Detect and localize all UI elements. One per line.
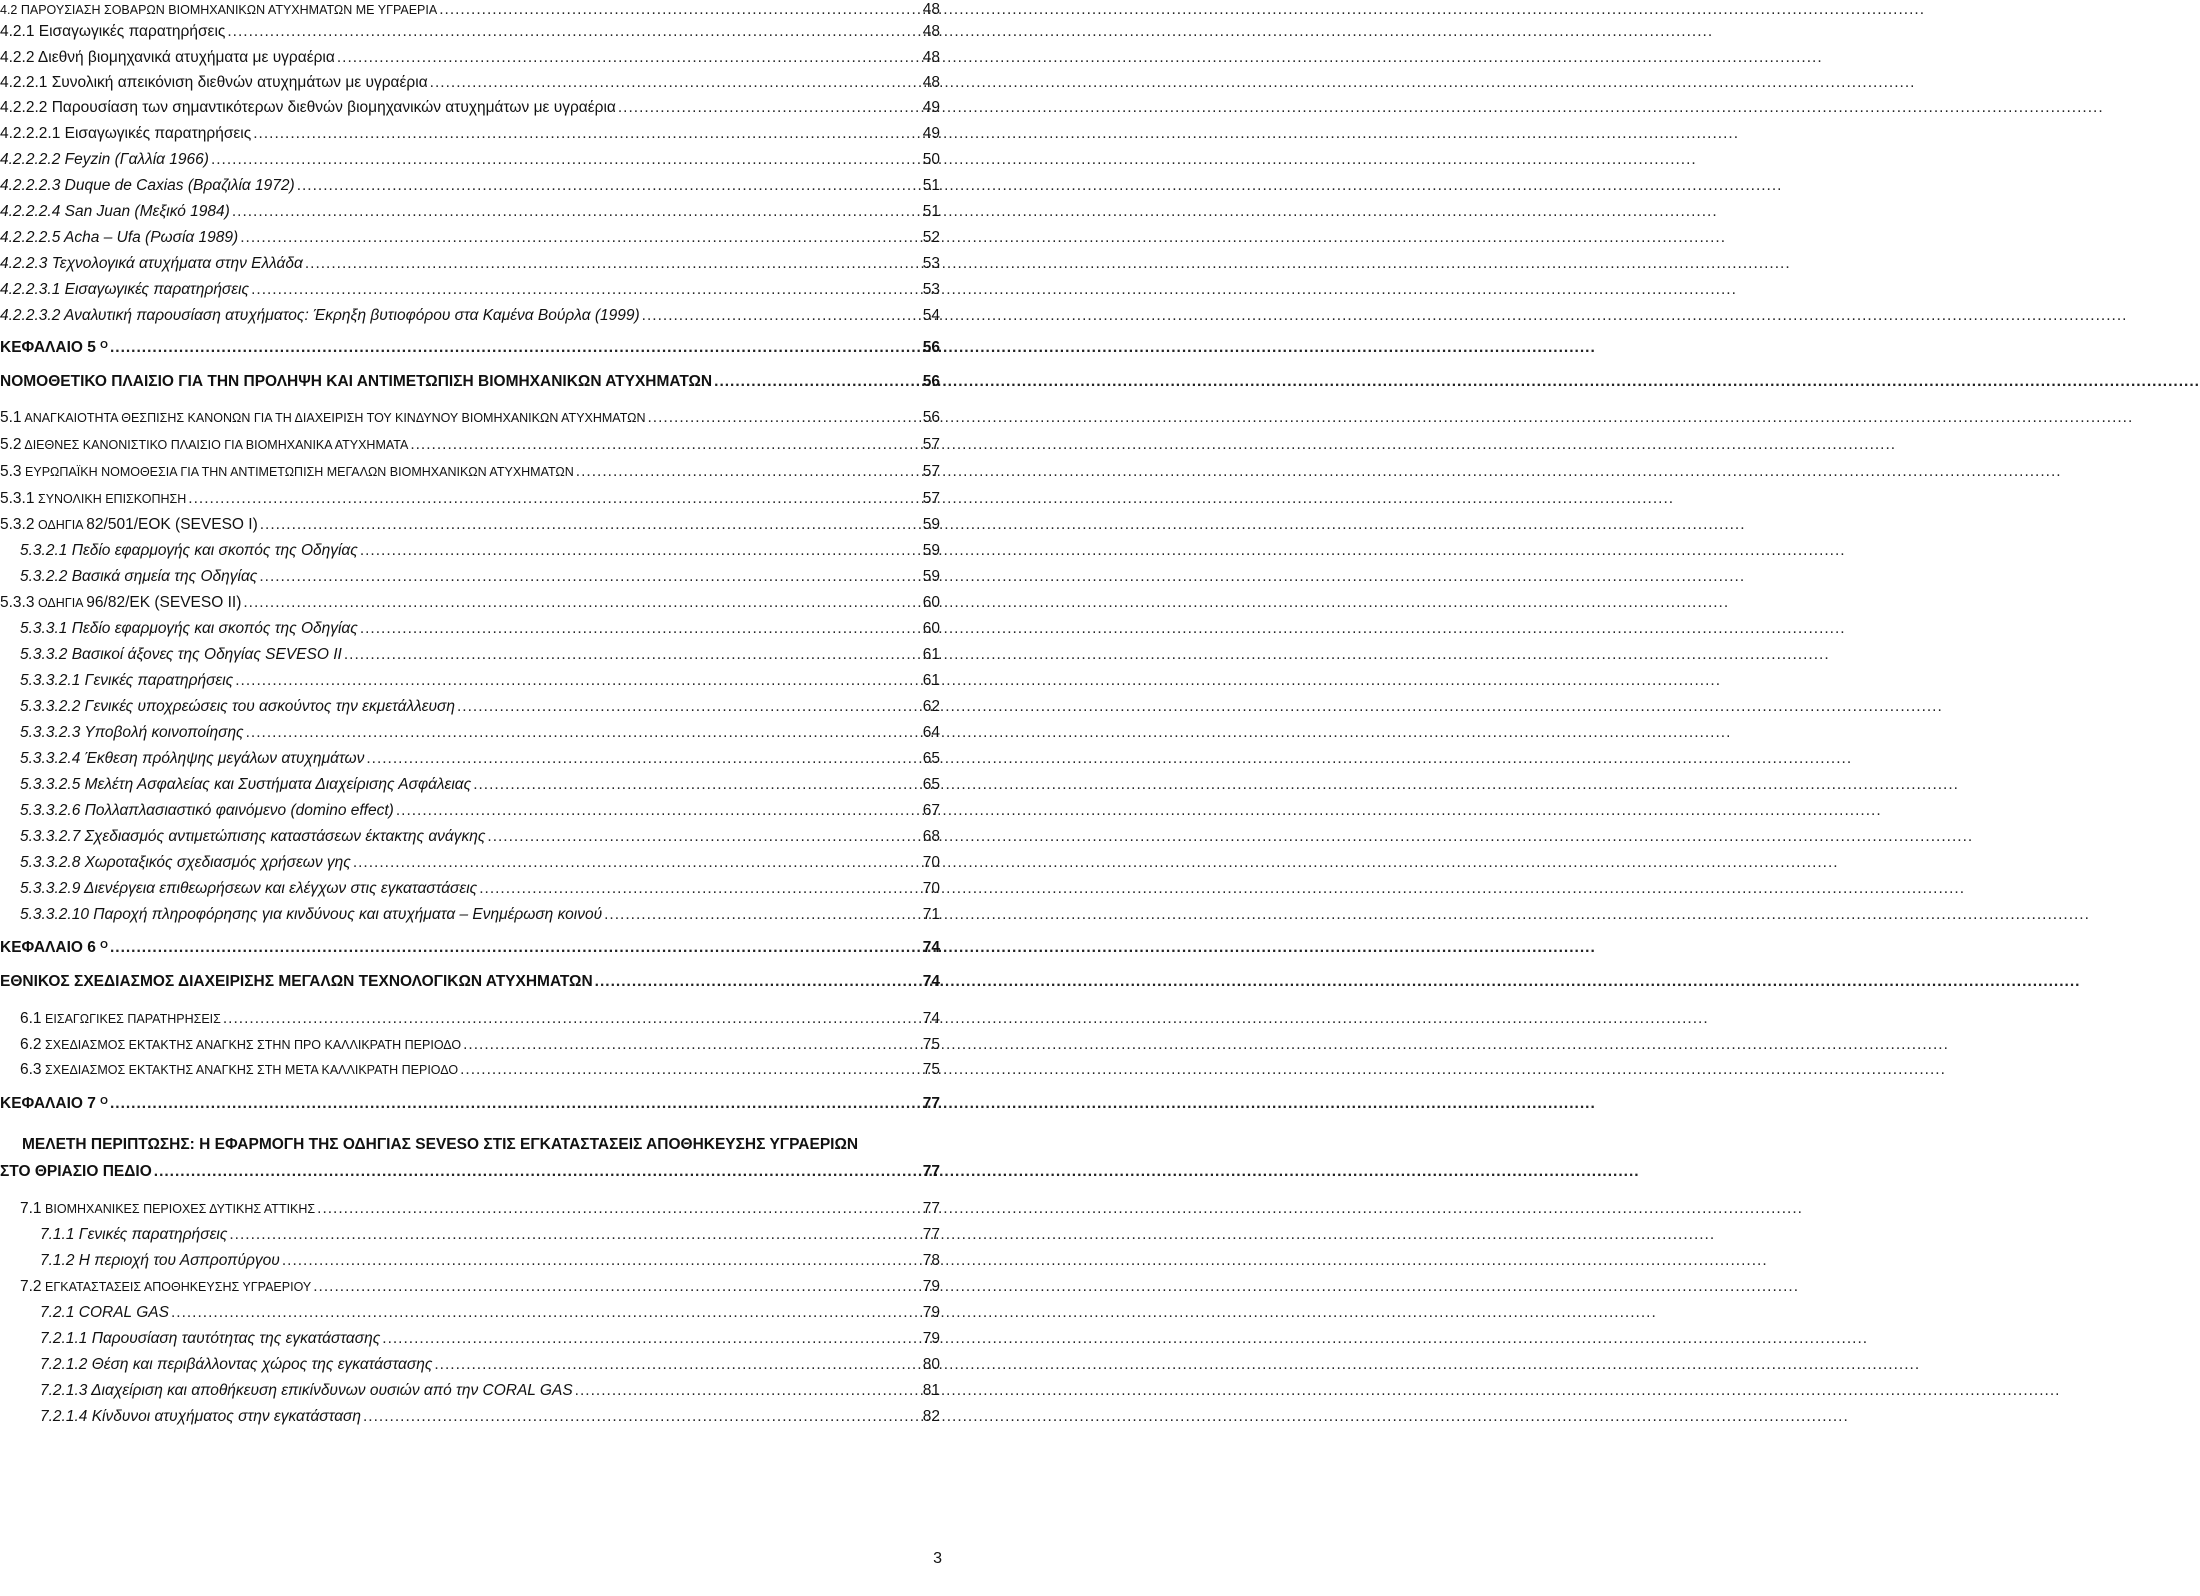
section-text-tail: 82/501/ΕΟΚ (SEVESO I) <box>86 516 258 533</box>
toc-entry-page: 77 <box>922 1095 940 1112</box>
toc-entry-label: 4.2.2.2.4 San Juan (Μεξικό 1984) <box>0 203 230 220</box>
toc-entry-label: 7.1.2 Η περιοχή του Ασπροπύργου <box>40 1252 280 1269</box>
section-text: ΕΙΣΑΓΩΓΙΚΕΣ ΠΑΡΑΤΗΡΗΣΕΙΣ <box>45 1012 221 1026</box>
toc-entry-page: 81 <box>922 1382 940 1399</box>
toc-entry-page: 57 <box>922 463 940 480</box>
toc-entry-label: 5.3.3.1 Πεδίο εφαρμογής και σκοπός της Οδηγίας <box>20 620 358 637</box>
toc-chapter-title-line1[interactable]: ΜΕΛΕΤΗ ΠΕΡΙΠΤΩΣΗΣ: Η ΕΦΑΡΜΟΓΗ ΤΗΣ ΟΔΗΓΙΑΣ SEVESO ΣΤΙΣ ΕΓΚΑΤΑΣΤΑΣΕΙΣ ΑΠΟΘΗΚΕΥΣΗΣ ΥΓΡΑΕΡΙΩΝ <box>22 1136 859 1153</box>
toc-entry-page: 79 <box>922 1330 940 1347</box>
dot-leader <box>487 827 920 847</box>
toc-entry[interactable] <box>0 0 940 20</box>
dot-leader <box>410 435 920 455</box>
toc-entry-label: 7.1.1 Γενικές παρατηρήσεις <box>40 1226 228 1243</box>
dot-leader <box>434 1355 920 1375</box>
section-number: 5.3 <box>0 463 22 480</box>
toc-entry-page: 65 <box>922 750 940 767</box>
chapter-ordinal: Ο <box>100 340 108 351</box>
toc-entry-page: 57 <box>922 436 940 453</box>
dot-leader <box>618 98 921 118</box>
dot-leader <box>382 1329 920 1349</box>
toc-entry-page: 57 <box>922 490 940 507</box>
toc-entry-page: 65 <box>922 776 940 793</box>
toc-entry-label: 7.2.1.2 Θέση και περιβάλλοντας χώρος της εγκατάστασης <box>40 1356 433 1373</box>
toc-entry[interactable] <box>20 775 940 795</box>
toc-entry-label <box>0 462 574 482</box>
section-number: 6.3 <box>20 1061 42 1078</box>
toc-entry-page: 59 <box>922 516 940 533</box>
toc-entry-label <box>20 1199 315 1219</box>
toc-entry[interactable] <box>40 1251 940 1271</box>
toc-entry-label: 5.3.2.2 Βασικά σημεία της Οδηγίας <box>20 568 258 585</box>
toc-entry-label: 4.2.2.2.5 Acha – Ufa (Ρωσία 1989) <box>0 229 239 246</box>
toc-entry-label: 7.2.1.4 Κίνδυνοι ατυχήματος στην εγκατάσταση <box>40 1408 361 1425</box>
toc-entry[interactable] <box>0 435 940 455</box>
dot-leader <box>344 645 921 665</box>
dot-leader <box>154 1162 921 1182</box>
dot-leader <box>243 593 920 613</box>
toc-entry[interactable] <box>40 1303 940 1323</box>
dot-leader <box>353 853 921 873</box>
toc-entry-label: 7.2.1.1 Παρουσίαση ταυτότητας της εγκατάστασης <box>40 1330 381 1347</box>
toc-chapter[interactable] <box>0 338 940 360</box>
toc-entry[interactable] <box>40 1381 940 1401</box>
dot-leader <box>188 489 920 509</box>
toc-entry[interactable] <box>0 48 940 68</box>
section-text: ΕΥΡΩΠΑΪΚΗ ΝΟΜΟΘΕΣΙΑ ΓΙΑ ΤΗΝ ΑΝΤΙΜΕΤΩΠΙΣΗ ΜΕΓΑΛΩΝ ΒΙΟΜΗΧΑΝΙΚΩΝ ΑΤΥΧΗΜΑΤΩΝ <box>25 465 574 479</box>
toc-entry-page: 52 <box>922 229 940 246</box>
toc-entry-label <box>0 489 186 509</box>
toc-entry[interactable] <box>20 1277 940 1297</box>
toc-entry-page: 48 <box>922 1 940 18</box>
dot-leader <box>313 1277 921 1297</box>
toc-entry[interactable] <box>20 645 940 665</box>
toc-entry[interactable] <box>0 254 940 274</box>
toc-entry-page: 77 <box>922 1226 940 1243</box>
toc-entry-label: 5.3.3.2.4 Έκθεση πρόληψης μεγάλων ατυχημάτων <box>20 750 365 767</box>
dot-leader <box>337 48 921 68</box>
toc-chapter-label <box>0 1094 108 1116</box>
toc-entry-page: 75 <box>922 1061 940 1078</box>
dot-leader <box>171 1303 921 1323</box>
section-text: ΕΓΚΑΤΑΣΤΑΣΕΙΣ ΑΠΟΘΗΚΕΥΣΗΣ ΥΓΡΑΕΡΙΟΥ <box>45 1280 312 1294</box>
toc-entry-page: 56 <box>922 409 940 426</box>
chapter-text: ΚΕΦΑΛΑΙΟ 7 <box>0 1095 96 1112</box>
toc-entry[interactable] <box>0 462 940 482</box>
toc-entry[interactable] <box>20 619 940 639</box>
toc-entry[interactable] <box>20 853 940 873</box>
toc-entry-page: 74 <box>922 973 940 990</box>
dot-leader <box>211 150 921 170</box>
toc-entry[interactable] <box>20 1060 940 1080</box>
dot-leader <box>317 1199 921 1219</box>
toc-entry-label <box>20 1060 458 1080</box>
toc-entry[interactable] <box>20 671 940 691</box>
dot-leader <box>714 372 921 392</box>
toc-entry-label: 5.3.3.2.10 Παροχή πληροφόρησης για κινδύνους και ατυχήματα – Ενημέρωση κοινού <box>20 906 603 923</box>
toc-entry[interactable] <box>0 408 940 428</box>
toc-entry[interactable] <box>20 1199 940 1219</box>
toc-entry-page: 61 <box>922 672 940 689</box>
dot-leader <box>240 228 921 248</box>
toc-entry-page: 80 <box>922 1356 940 1373</box>
toc-entry-page: 53 <box>922 281 940 298</box>
section-number: 7.1 <box>20 1200 42 1217</box>
dot-leader <box>366 749 920 769</box>
toc-chapter-label <box>0 338 108 360</box>
toc-entry[interactable] <box>40 1329 940 1349</box>
toc-entry-label: 4.2.2.2 Παρουσίαση των σημαντικότερων διεθνών βιομηχανικών ατυχημάτων με υγραέρια <box>0 99 616 116</box>
toc-entry-label: 4.2.2.2.3 Duque de Caxias (Βραζιλία 1972) <box>0 177 295 194</box>
toc-entry[interactable] <box>20 905 940 925</box>
toc-entry-page: 48 <box>922 74 940 91</box>
toc-entry-label: 4.2 ΠΑΡΟΥΣΙΑΣΗ ΣΟΒΑΡΩΝ ΒΙΟΜΗΧΑΝΙΚΩΝ ΑΤΥΧΗΜΑΤΩΝ ΜΕ ΥΓΡΑΕΡΙΑ <box>0 3 438 17</box>
toc-entry[interactable] <box>0 515 940 535</box>
toc-entry[interactable] <box>0 228 940 248</box>
toc-entry[interactable] <box>40 1407 940 1427</box>
toc-entry-page: 51 <box>922 177 940 194</box>
section-text: ΣΥΝΟΛΙΚΗ ΕΠΙΣΚΟΠΗΣΗ <box>37 492 187 506</box>
dot-leader <box>460 1060 921 1080</box>
toc-entry-page: 78 <box>922 1252 940 1269</box>
dot-leader <box>282 1251 921 1271</box>
toc-entry-label: 5.3.3.2.2 Γενικές υποχρεώσεις του ασκούντος την εκμετάλλευση <box>20 698 455 715</box>
toc-entry-page: 75 <box>922 1036 940 1053</box>
toc-entry-label: 4.2.2.3.1 Εισαγωγικές παρατηρήσεις <box>0 281 250 298</box>
toc-entry-page: 49 <box>922 99 940 116</box>
section-text: ΑΝΑΓΚΑΙΟΤΗΤΑ ΘΕΣΠΙΣΗΣ ΚΑΝΟΝΩΝ ΓΙΑ ΤΗ ΔΙΑΧΕΙΡΙΣΗ ΤΟΥ ΚΙΝΔΥΝΟΥ ΒΙΟΜΗΧΑΝΙΚΩΝ ΑΤΥΧΗΜΑΤΩΝ <box>24 411 646 425</box>
dot-leader <box>642 306 921 326</box>
dot-leader <box>576 462 921 482</box>
toc-entry-label: 7.2.1.3 Διαχείριση και αποθήκευση επικίνδυνων ουσιών από την CORAL GAS <box>40 1382 573 1399</box>
toc-entry-label: 4.2.2.3 Τεχνολογικά ατυχήματα στην Ελλάδα <box>0 255 303 272</box>
toc-entry-page: 54 <box>922 307 940 324</box>
chapter-text: ΚΕΦΑΛΑΙΟ 5 <box>0 339 96 356</box>
toc-entry-page: 51 <box>922 203 940 220</box>
toc-entry-label <box>0 593 241 613</box>
toc-entry[interactable] <box>0 22 940 42</box>
toc-entry[interactable] <box>0 124 940 144</box>
toc-entry[interactable] <box>0 150 940 170</box>
toc-entry-page: 48 <box>922 49 940 66</box>
dot-leader <box>305 254 921 274</box>
dot-leader <box>463 1035 921 1055</box>
toc-chapter-title[interactable] <box>0 1162 940 1182</box>
toc-entry-page: 77 <box>922 1163 940 1180</box>
toc-entry-page: 50 <box>922 151 940 168</box>
toc-entry-page: 70 <box>922 854 940 871</box>
toc-entry-label: 4.2.2.3.2 Αναλυτική παρουσίαση ατυχήματος: Έκρηξη βυτιοφόρου στα Καμένα Βούρλα (1999) <box>0 307 640 324</box>
toc-entry-page: 79 <box>922 1278 940 1295</box>
dot-leader <box>260 515 921 535</box>
toc-entry-label <box>0 515 258 535</box>
dot-leader <box>235 671 921 691</box>
toc-entry-page: 61 <box>922 646 940 663</box>
toc-entry[interactable] <box>20 541 940 561</box>
section-number: 5.2 <box>0 436 22 453</box>
toc-entry-page: 60 <box>922 620 940 637</box>
toc-entry-label: 4.2.2 Διεθνή βιομηχανικά ατυχήματα με υγραέρια <box>0 49 335 66</box>
toc-chapter-title[interactable] <box>0 372 940 392</box>
dot-leader <box>479 879 921 899</box>
dot-leader <box>360 619 921 639</box>
dot-leader <box>439 0 921 20</box>
toc-entry-page: 82 <box>922 1408 940 1425</box>
section-number: 6.1 <box>20 1010 42 1027</box>
toc-chapter-label <box>0 938 108 960</box>
section-text: ΒΙΟΜΗΧΑΝΙΚΕΣ ΠΕΡΙΟΧΕΣ ΔΥΤΙΚΗΣ ΑΤΤΙΚΗΣ <box>45 1202 316 1216</box>
toc-entry-label: 4.2.2.1 Συνολική απεικόνιση διεθνών ατυχημάτων με υγραέρια <box>0 74 428 91</box>
toc-entry-label: 5.3.3.2.8 Χωροταξικός σχεδιασμός χρήσεων γης <box>20 854 351 871</box>
chapter-text: ΚΕΦΑΛΑΙΟ 6 <box>0 939 96 956</box>
toc-entry[interactable] <box>0 202 940 222</box>
toc-entry-label: 5.3.3.2.1 Γενικές παρατηρήσεις <box>20 672 234 689</box>
toc-entry-page: 59 <box>922 542 940 559</box>
toc-entry-page: 71 <box>922 906 940 923</box>
toc-chapter-title-label: ΝΟΜΟΘΕΤΙΚΟ ΠΛΑΙΣΙΟ ΓΙΑ ΤΗΝ ΠΡΟΛΗΨΗ ΚΑΙ ΑΝΤΙΜΕΤΩΠΙΣΗ ΒΙΟΜΗΧΑΝΙΚΩΝ ΑΤΥΧΗΜΑΤΩΝ <box>0 373 713 390</box>
dot-leader <box>595 972 921 992</box>
section-text: ΣΧΕΔΙΑΣΜΟΣ ΕΚΤΑΚΤΗΣ ΑΝΑΓΚΗΣ ΣΤΗ ΜΕΤΑ ΚΑΛΛΙΚΡΑΤΗ ΠΕΡΙΟΔΟ <box>45 1063 459 1077</box>
section-text: ΔΙΕΘΝΕΣ ΚΑΝΟΝΙΣΤΙΚΟ ΠΛΑΙΣΙΟ ΓΙΑ ΒΙΟΜΗΧΑΝΙΚΑ ΑΤΥΧΗΜΑΤΑ <box>24 438 409 452</box>
toc-entry-label: 5.3.3.2.3 Υποβολή κοινοποίησης <box>20 724 244 741</box>
toc-entry-page: 74 <box>922 1010 940 1027</box>
chapter-ordinal: Ο <box>100 1096 108 1107</box>
toc-entry-label <box>20 1277 311 1297</box>
page-number: 3 <box>933 1550 942 1567</box>
dot-leader <box>259 567 920 587</box>
toc-entry-label: 4.2.2.2.2 Feyzin (Γαλλία 1966) <box>0 151 209 168</box>
dot-leader <box>575 1381 921 1401</box>
dot-leader <box>360 541 921 561</box>
dot-leader <box>430 73 921 93</box>
toc-entry[interactable] <box>20 567 940 587</box>
toc-entry[interactable] <box>20 1035 940 1055</box>
toc-entry[interactable] <box>20 827 940 847</box>
toc-entry[interactable] <box>0 73 940 93</box>
toc-chapter-title-label: ΣΤΟ ΘΡΙΑΣΙΟ ΠΕΔΙΟ <box>0 1163 152 1180</box>
toc-entry[interactable] <box>20 723 940 743</box>
toc-entry-page: 56 <box>922 339 940 356</box>
toc-entry-label <box>20 1035 461 1055</box>
dot-leader <box>253 124 921 144</box>
dot-leader <box>110 938 921 958</box>
toc-entry-label <box>0 408 646 428</box>
toc-entry[interactable] <box>20 1009 940 1029</box>
toc-entry-page: 62 <box>922 698 940 715</box>
toc-entry-page: 59 <box>922 568 940 585</box>
dot-leader <box>227 22 920 42</box>
toc-entry-page: 79 <box>922 1304 940 1321</box>
toc-entry-label: 5.3.3.2.6 Πολλαπλασιαστικό φαινόμενο (domino effect) <box>20 802 394 819</box>
toc-entry[interactable] <box>40 1225 940 1245</box>
toc-entry[interactable] <box>20 801 940 821</box>
toc-entry-page: 74 <box>922 939 940 956</box>
section-number: 7.2 <box>20 1278 42 1295</box>
toc-entry[interactable] <box>0 280 940 300</box>
toc-entry-label: 4.2.2.2.1 Εισαγωγικές παρατηρήσεις <box>0 125 252 142</box>
toc-entry-label: 5.3.3.2.5 Μελέτη Ασφαλείας και Συστήματα Διαχείρισης Ασφάλειας <box>20 776 472 793</box>
toc-entry-label: 5.3.3.2 Βασικοί άξονες της Οδηγίας SEVESO II <box>20 646 342 663</box>
toc-entry[interactable] <box>0 306 940 326</box>
toc-entry-label <box>0 435 408 455</box>
toc-entry-label: 7.2.1 CORAL GAS <box>40 1304 169 1321</box>
toc-entry-page: 77 <box>922 1200 940 1217</box>
toc-entry-page: 68 <box>922 828 940 845</box>
toc-entry-label: 5.3.2.1 Πεδίο εφαρμογής και σκοπός της Οδηγίας <box>20 542 358 559</box>
section-number: 5.3.2 <box>0 516 35 533</box>
section-number: 5.3.1 <box>0 490 35 507</box>
dot-leader <box>110 1094 921 1114</box>
dot-leader <box>297 176 921 196</box>
toc-chapter-title-label: ΕΘΝΙΚΟΣ ΣΧΕΔΙΑΣΜΟΣ ΔΙΑΧΕΙΡΙΣΗΣ ΜΕΓΑΛΩΝ ΤΕΧΝΟΛΟΓΙΚΩΝ ΑΤΥΧΗΜΑΤΩΝ <box>0 973 593 990</box>
toc-entry[interactable] <box>20 697 940 717</box>
dot-leader <box>473 775 921 795</box>
toc-entry-page: 64 <box>922 724 940 741</box>
toc-entry[interactable] <box>20 749 940 769</box>
dot-leader <box>251 280 921 300</box>
toc-chapter[interactable] <box>0 1094 940 1116</box>
section-number: 6.2 <box>20 1036 42 1053</box>
dot-leader <box>457 697 921 717</box>
section-text: ΟΔΗΓΙΑ <box>37 518 83 532</box>
toc-entry-label: 5.3.3.2.7 Σχεδιασμός αντιμετώπισης καταστάσεων έκτακτης ανάγκης <box>20 828 486 845</box>
toc-entry-page: 60 <box>922 594 940 611</box>
dot-leader <box>396 801 921 821</box>
chapter-ordinal: Ο <box>100 940 108 951</box>
dot-leader <box>229 1225 920 1245</box>
section-text-tail: 96/82/ΕΚ (SEVESO II) <box>86 594 242 611</box>
toc-entry-page: 53 <box>922 255 940 272</box>
section-number: 5.3.3 <box>0 594 35 611</box>
toc-chapter-title[interactable] <box>0 972 940 992</box>
table-of-contents <box>0 0 960 1596</box>
toc-entry-page: 48 <box>922 23 940 40</box>
toc-entry-label: 5.3.3.2.9 Διενέργεια επιθεωρήσεων και ελέγχων στις εγκαταστάσεις <box>20 880 478 897</box>
dot-leader <box>363 1407 921 1427</box>
dot-leader <box>110 338 921 358</box>
toc-entry[interactable] <box>0 489 940 509</box>
toc-entry-page: 56 <box>922 373 940 390</box>
toc-entry-page: 67 <box>922 802 940 819</box>
section-text: ΣΧΕΔΙΑΣΜΟΣ ΕΚΤΑΚΤΗΣ ΑΝΑΓΚΗΣ ΣΤΗΝ ΠΡΟ ΚΑΛΛΙΚΡΑΤΗ ΠΕΡΙΟΔΟ <box>45 1038 462 1052</box>
section-text: ΟΔΗΓΙΑ <box>37 596 83 610</box>
toc-entry[interactable] <box>0 593 940 613</box>
toc-entry-label <box>20 1009 221 1029</box>
toc-entry-label: 4.2.1 Εισαγωγικές παρατηρήσεις <box>0 23 226 40</box>
toc-entry-page: 49 <box>922 125 940 142</box>
toc-entry[interactable] <box>20 879 940 899</box>
toc-entry[interactable] <box>40 1355 940 1375</box>
toc-entry[interactable] <box>0 98 940 118</box>
dot-leader <box>648 408 921 428</box>
section-number: 5.1 <box>0 409 22 426</box>
dot-leader <box>223 1009 921 1029</box>
dot-leader <box>246 723 921 743</box>
dot-leader <box>232 202 921 222</box>
toc-chapter[interactable] <box>0 938 940 960</box>
toc-entry[interactable] <box>0 176 940 196</box>
dot-leader <box>604 905 921 925</box>
toc-entry-page: 70 <box>922 880 940 897</box>
